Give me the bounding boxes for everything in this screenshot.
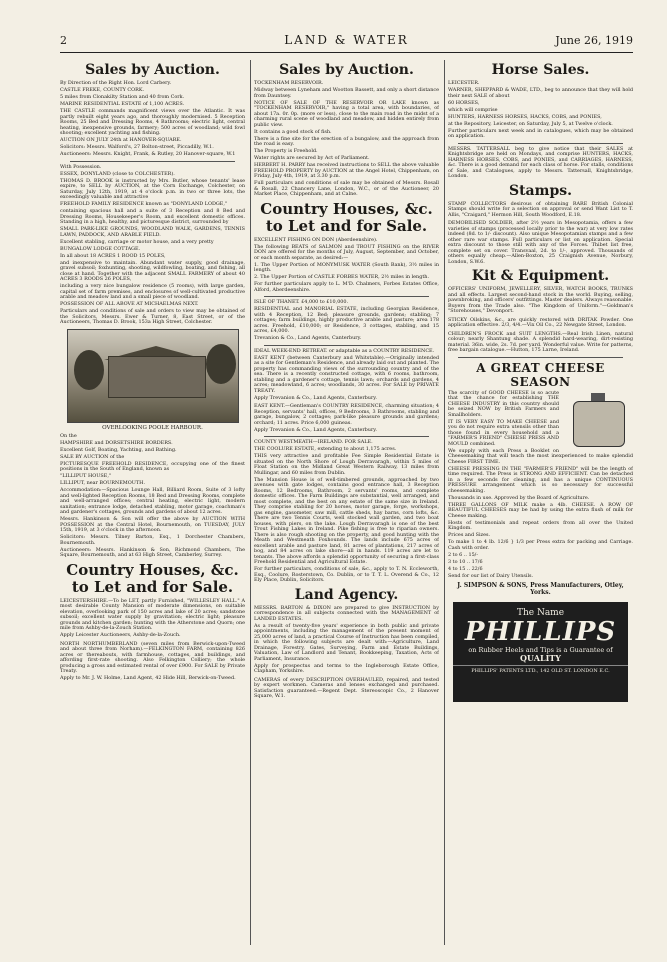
ad-paragraph: Apply Trevanion & Co., Land Agents, Canterbury. <box>254 426 377 433</box>
ad-paragraph: AUCTION ON JULY 24th at HANOVER-SQUARE. <box>60 137 182 143</box>
ad-paragraph: For further particulars, conditions of sale, &c., apply to T. N. Eccleworth, Esq., Coolure, Rosterstown, Co. Dublin, or to T. T. L. Overend & Co., 12 Ely Place, Dublin, Solicitors. <box>254 566 439 583</box>
ad-paragraph: THE COOLURE ESTATE, extending to about 1,175 acres. <box>254 446 397 452</box>
ad-paragraph: The Property is Freehold. <box>254 148 318 154</box>
ad-donyland-lodge <box>60 165 245 326</box>
ad-paragraph: NOTICE OF SALE OF THE RESERVOIR OR LAKE known as "TOCKENHAM RESERVOIR," having a total area, with boundaries, of about 17a. 0r. 0p. (more or less), close to the main road in the midst of a charming rural scene of woodland and meadow, and hidden entirely from public view. <box>254 99 439 128</box>
ad-tockenham-reservoir <box>254 81 439 198</box>
ad-paragraph: Full particulars and conditions of sale may be obtained of Messrs. Rosall & Rosall, 22 Chancery Lane, London, W.C., or of the Auctioneer, 20 Market Place, Chippenham, and at Calne. <box>254 180 439 197</box>
ad-paragraph: POSSESSION OF ALL ABOVE AT MICHAELMAS NEXT. <box>60 301 199 307</box>
ad-cheese-press <box>448 361 633 597</box>
ad-coolure-estate <box>254 440 439 584</box>
ad-paragraph: ESSEX, DONYLAND (close to COLCHESTER). <box>60 170 175 177</box>
masthead: LAND & WATER <box>284 33 409 47</box>
ad-paragraph: DEMOBILISED SOLDIER, after 2½ years in Mesopotamia, offers a few varieties of stamps (processed locally prior to the war) at very low rates indeed (8d. to 1/- discount). Also unique Mesopotamian stamps and a few other rare war stamps. Full particulars or list on application. Special extra discount to those still with any of the Forces. Thibet list free, complete set on cover. Transvaal, 2d. to 1/-, approved. Thousands of others equally cheap.—Allen-Boxton, 25 Craignish Avenue, Norbury, London, S.W.6. <box>448 220 633 265</box>
ad-paragraph: containing spacious hall and a suite of 3 Reception and 8 Bed and Dressing Rooms, Housekeeper's Room, and excellent domestic offices. Standing in a high, healthy, and picturesque district, surrounded by <box>60 208 245 225</box>
ad-paragraph: LILLIPUT, near BOURNEMOUTH. <box>60 480 146 486</box>
ad-felkington-farm <box>60 642 245 682</box>
press-maker: J. SIMPSON & SONS, Press Manufacturers, Otley, Yorks. <box>457 582 624 596</box>
ad-paragraph: STAMP COLLECTORS desirous of obtaining RARE British Colonial Stamps should write for a selection on approval or send Want List to T. Allis, "Craigard," Hermon Hill, South Woodford, E.18. <box>448 200 633 218</box>
ad-paragraph: 5 miles from Clonakilty Station and 40 from Cork. <box>60 94 185 100</box>
ad-paragraph: CAMERAS of every DESCRIPTION OVERHAULED, repaired, and tested by expert workmen. Cameras and lenses exchanged and purchased. Satisfaction guaranteed.—Regent Dept. Stereoscopic Co., 2 Hanover Square, W.1. <box>254 676 439 699</box>
ad-paragraph: IDEAL WEEK-END RETREAT. or adaptable as a COUNTRY RESIDENCE. <box>254 347 435 354</box>
phillips-tagline-1: The Name <box>516 608 565 618</box>
ad-warner-sheppard-wade <box>448 81 633 140</box>
ad-paragraph: "LILLIPUT HOUSE," <box>60 473 112 479</box>
ad-lilliput-house <box>60 434 245 559</box>
ad-paragraph: ISLE OF THANET. £4,000 to £10,000. <box>254 299 349 305</box>
section-heading-horse-sales: Horse Sales. <box>491 62 590 78</box>
column-rule <box>444 60 445 945</box>
page-number: 2 <box>60 34 67 47</box>
ad-paragraph: EAST KENT.—Gentleman's COUNTRY RESIDENCE, charming situation; 4 Reception, servants' hall, offices, 9 Bedrooms, 3 Bathrooms, stabling and garage, bungalow, 2 cottages; park-like pleasure grounds and gardens; orchard; 11 acres. Price 6,000 guineas. <box>254 403 439 426</box>
ad-paragraph: THE CASTLE commands magnificent views over the Atlantic. It was partly rebuilt eight years ago, and thoroughly modernised. 5 Reception Rooms, 25 Bed and Dressing Rooms, 4 Bathrooms; electric light, central heating, inexpensive grounds, farmery; 500 acres of woodland; wild fowl shooting; excellent yachting and fishing. <box>60 108 245 136</box>
ad-paragraph: at the Repository, Leicester, on Saturday, July 5, at Twelve o'clock. <box>448 120 613 127</box>
ad-paragraph: NORTH NORTHUMBERLAND (seven miles from Berwick-upon-Tweed and about three from Norham).—FELKINGTON FARM, containing 826 acres or thereabouts, with farmhouse, cottages, and buildings, and affording first-rate shooting. Also Felkington Colliery; the whole producing a gross and estimated rental of over £900. For SALE by Private Treaty. <box>60 640 245 674</box>
phillips-quality: QUALITY <box>520 653 561 663</box>
ad-paragraph: 2. The Upper Portion of CASTLE FORBES WATER, 2½ miles in length. <box>254 274 430 280</box>
ad-paragraph: The scarcity of GOOD CHEESE is so acute that the chance for establishing THE CHEESE INDUSTRY in this country should be seized NOW by British Farmers and Smallholders. <box>448 389 559 418</box>
ad-paragraph: As a result of twenty-five years' experience in both public and private appointments, including the management of the present moment of 25,000 acres of land, a practical Course of Instruction has been compiled, in which the following subjects are dealt with:—Agriculture, Land Drainage, Forestry, Gates, Surveying, Farm and Estate Buildings, Valuation, Law of Landlord and Tenant, Bookkeeping, Taxation, Acts of Parliament, Insurance. <box>254 622 439 662</box>
ad-paragraph: RESIDENTIAL and MANORIAL ESTATE, including Georgian Residence, with 4 Reception, 12 Bed; pleasure grounds, gardens; stabling; 7 cottages; farm buildings, highly productive arable and pasture; area 178 acres. Freehold, £10,000; or Residence, 3 cottages, stabling, and 15 acres, £4,000. <box>254 306 439 334</box>
ad-paragraph: HUNTERS, HARNESS HORSES, HACKS, COBS, and PONIES, <box>448 113 602 120</box>
ad-paragraph: To make 1 to 4 lb. 12/6 } 1/3 per Press extra for packing and Carriage. Cash with order. <box>448 539 633 551</box>
ad-paragraph: Send for our list of Dairy Utensils. <box>448 572 534 579</box>
ad-stamp-collectors <box>448 202 633 219</box>
ad-paragraph: Apply Trevanion & Co., Land Agents, Canterbury. <box>254 394 377 401</box>
ad-isle-of-thanet <box>254 300 439 342</box>
ad-paragraph: In all about 18 ACRES 1 ROOD 15 POLES, <box>60 252 166 259</box>
ad-willesley-hall <box>60 599 245 639</box>
ad-paragraph: WARNER, SHEPPARD & WADE, LTD., beg to announce that they will hold their next SALE of about <box>448 87 633 99</box>
ad-paragraph: PICTURESQUE FREEHOLD RESIDENCE, occupying one of the finest positions in the South of England, known as <box>60 460 245 472</box>
ad-paragraph: including a very nice bungalow residence (5 rooms), with large garden, capital set of farm premises, and enclosures of well-cultivated productive arable and meadow land and a small piece of woodland. <box>60 283 245 300</box>
divider <box>70 161 235 162</box>
column-1 <box>60 60 245 950</box>
divider <box>264 436 429 437</box>
ad-castle-freke <box>60 81 245 158</box>
section-heading-kit-equipment: Kit & Equipment. <box>471 268 610 284</box>
ad-barton-dixon <box>254 606 439 675</box>
column-3 <box>448 60 633 950</box>
ad-paragraph: 60 HORSES, <box>448 99 480 106</box>
section-heading-stamps: Stamps. <box>508 182 572 199</box>
ad-paragraph: and inexpensive to maintain. Abundant water supply, good drainage, gravel subsoil; foxhunting, shooting, wildfowling, boating, and fishing, all close at hand. Together with the adjacent SMALL FARMERY of about 40 ACRES 3 ROODS 26 POLES, <box>60 259 245 282</box>
ad-paragraph: CHILDREN'S FROCK and SUIT LENGTHS.—Real Irish Linen, natural colour; nearly Shantung shade. A splendid hard-wearing, dirt-resisting material. 36in. wide, 2s. 7d. per yard. Wonderful value. Write for patterns, free bargain catalogue.—Hutton, 175 Larne, Ireland. <box>448 330 633 353</box>
ad-sticky-oilskins <box>448 318 633 329</box>
ad-phillips-heels <box>453 602 628 702</box>
ad-paragraph: Thousands in use. Approved by the Board of Agriculture. <box>448 494 590 501</box>
cheese-press-illustration <box>563 393 633 451</box>
section-heading-country-houses: Country Houses, &c. to Let and for Sale. <box>260 199 433 235</box>
section-heading-sales-by-auction: Sales by Auction. <box>85 62 220 78</box>
newspaper-page <box>60 30 633 950</box>
column-2 <box>254 60 439 950</box>
ad-paragraph: HERBERT H. PARRY has received instructions to SELL the above valuable FREEHOLD PROPERTY by AUCTION at the Angel Hotel, Chippenham, on Friday, July 4th, 1919, at 3.30 p.m. <box>254 162 439 179</box>
ad-paragraph: BUNGALOW LODGE COTTAGE. <box>60 245 141 252</box>
divider <box>264 296 429 297</box>
ad-paragraph: HAMPSHIRE and DORSETSHIRE BORDERS. <box>60 439 173 446</box>
phillips-brand: PHILLIPS <box>464 617 617 647</box>
issue-date: June 26, 1919 <box>555 34 633 47</box>
ad-paragraph: Excellent Golf, Boating, Yachting, and Bathing. <box>60 446 177 453</box>
ad-paragraph: MESSRS. BARTON & DIXON are prepared to give INSTRUCTION by correspondence in all subjects connected with the MANAGEMENT of LANDED ESTATES. <box>254 604 439 622</box>
section-heading-country-houses: Country Houses, &c. to Let and for Sale. <box>66 560 239 596</box>
ad-paragraph: IT IS VERY EASY TO MAKE CHEESE and you do not require extra utensils other than those found in every household and a "FARMER'S FRIEND" CHEESE PRESS AND MOULD combined. <box>448 418 559 447</box>
ad-east-kent-residence <box>254 404 439 433</box>
ad-paragraph: Midway between Lyneham and Wootton Bassett, and only a short distance from Dauntsey. <box>254 87 439 99</box>
divider <box>458 357 623 358</box>
ad-paragraph: SALE BY AUCTION of the <box>60 453 125 460</box>
ad-paragraph: Excellent stabling, carriage or motor house, and a very pretty <box>60 238 214 245</box>
ad-fishing-on-don <box>254 238 439 294</box>
ad-paragraph: It contains a good stock of fish. <box>254 128 332 135</box>
ad-paragraph: Particulars and conditions of sale and orders to view may be obtained of the Solicitors, Messrs. Ewer & Turner, 8, East Street, or of the Auctioneers, Thomas D. Brook, 153a High Street, Colchester. <box>60 308 245 325</box>
photo-caption: OVERLOOKING POOLE HARBOUR. <box>102 424 203 431</box>
ad-paragraph: With Possession. <box>60 163 102 170</box>
ad-paragraph: 3 to 10 .. 17/6 <box>448 558 483 565</box>
ad-paragraph: LEICESTER. <box>448 80 480 86</box>
ad-paragraph: THIS very attractive and profitable Fee Simple Residential Estate is situated on the North Shore of Lough Derravaragh, within 5 miles of Float Station on the Midland Great Western Railway, 13 miles from Mullingar, and 60 miles from Dublin. <box>254 453 439 476</box>
ad-paragraph: Water rights are secured by Act of Parliament. <box>254 155 370 161</box>
ad-paragraph: SMALL PARK-LIKE GROUNDS, WOODLAND WALK, GARDENS, TENNIS LAWN, PADDOCK, AND ARABLE FIELD. <box>60 226 245 238</box>
page-header <box>60 30 633 53</box>
ad-paragraph: THOMAS D. BROOK is instructed by Mrs. Butler, whose tenants' lease expire, to SELL by AUCTION, at the Corn Exchange, Colchester, on Saturday, July 12th, 1919, at 4 o'clock p.m. in two or three lots, the exceedingly valuable and attractive <box>60 177 245 200</box>
ad-paragraph: Apply to Mr. J. W. Holme, Land Agent, 42 Hide Hill, Berwick-on-Tweed. <box>60 675 236 681</box>
ad-paragraph: For further particulars apply to L. M'D. Chalmers, Forbes Estates Office, Alford, Aberdeenshire. <box>254 281 439 293</box>
ad-paragraph: Apply for prospectus and terms to the Ingleborough Estate Office, Clapham, Yorkshire. <box>254 662 439 674</box>
divider <box>264 345 429 346</box>
ad-paragraph: TOCKENHAM RESERVOIR. <box>254 80 324 86</box>
ad-paragraph: Trevanion & Co., Land Agents, Canterbury. <box>254 335 362 341</box>
cheese-ad-title: A GREAT CHEESE SEASON <box>476 360 605 389</box>
divider <box>458 143 623 144</box>
ad-paragraph: Prices and Sizes. <box>448 532 491 538</box>
ad-paragraph: There is a fine site for the erection of a bungalow, and the approach from the road is easy. <box>254 135 439 147</box>
ad-paragraph: The Mansion House is of well-timbered grounds, approached by two avenues with gate lodges, contains good entrance hall, 3 Reception Rooms, 12 Bedrooms, Bathroom, 2 servants' rooms, and complete domestic offices. The Farm Buildings are substantial, well arranged, and most complete, and the best on any estate of the same size in Ireland. They comprise stabling for 20 horses, motor garage, forge, workshops, gas engine, gasometer, saw mill, cattle sheds, hay barns, corn lofts, &c. There are two Tennis Courts, well stocked wall garden, and two boat houses, with piers, on the lake. Lough Derravaragh is one of the best Trout Fishing Lakes in Ireland. Pike fishing is free to riparian owners. There is also rough shooting on the property, and good hunting with the Meath and Westmeath Foxhounds. The lands include 675 acres of excellent arable and pasture land, 81 acres of plantations, 217 acres of bog, and 84 acres on lake shore—all in hands. 119 acres are let to tenants. The above affords a splendid opportunity of securing a first-class Freehold Residential and Agricultural Estate. <box>254 476 439 565</box>
ad-paragraph: 1. The Upper Portion of MONYMUSK WATER (South Bank), 3½ miles in length. <box>254 261 439 273</box>
ad-paragraph: OFFICERS' UNIFORM, JEWELLERY, SILVER, WATCH BOOKS, TRUNKS and all effects. Largest second-hand stock in the world. Buying, selling, pawnbroking, and officers' outfittings. Master dealers. Always reasonable. Buyers from the Trade also. "The Kingdom of Uniform."—Goldman's "Storehouses," Devonport. <box>448 286 633 314</box>
ad-paragraph: FREEHOLD FAMILY RESIDENCE known as "DONYLAND LODGE," <box>60 201 228 207</box>
photo-lilliput-house <box>67 329 239 423</box>
ad-officers-uniform <box>448 287 633 315</box>
ad-paragraph: Accommodation:—Spacious Lounge Hall, Billiard Room, Suite of 3 lofty and well-lighted Reception Rooms, 18 Bed and Dressing Rooms, complete and well-arranged offices; central heating, electric light, modern sanitation; entrance lodge, detached stabling, motor garage, coachman's and gardener's cottages, grounds and gardens of about 12 acres. <box>60 487 245 515</box>
ad-paragraph: We supply with each Press a Booklet on Cheesemaking that will teach the most inexperienced to make splendid Cheese FIRST TIME. <box>448 447 633 465</box>
ad-paragraph: which will comprise <box>448 106 498 113</box>
ad-childrens-frock <box>448 332 633 354</box>
ad-paragraph: CASTLE FREKE, COUNTY CORK. <box>60 87 145 93</box>
ad-paragraph: Hosts of testimonials and repeat orders from all over the United Kingdom. <box>448 519 633 531</box>
section-heading-sales-by-auction: Sales by Auction. <box>279 62 414 78</box>
phillips-tagline-2: on Rubber Heels and Tips is a Guarantee of <box>468 646 613 654</box>
ad-tattersall <box>448 147 633 180</box>
ad-paragraph: MARINE RESIDENTIAL ESTATE of 1,100 ACRES. <box>60 101 185 107</box>
ad-paragraph: Solicitors: Messrs. Tilney Barton, Esq., 1 Dorchester Chambers, Bournemouth. <box>60 534 245 546</box>
ad-paragraph: Auctioneers: Messrs. Knight, Frank, & Rutley, 20 Hanover-square, W.1 <box>60 151 236 157</box>
ad-week-end-retreat <box>254 349 439 402</box>
ad-paragraph: Further particulars next week and in catalogues, which may be obtained on application. <box>448 127 633 139</box>
ad-paragraph: By Direction of the Right Hon. Lord Carbery. <box>60 80 172 86</box>
ad-paragraph: The following BEATS of SALMON and TROUT FISHING on the RIVER DON are offered for the months of July, August, September, and October, or each month separate, as desired:— <box>254 243 439 261</box>
ad-paragraph: 2 to 6 .. 15/- <box>448 551 478 558</box>
ad-cameras <box>254 678 439 700</box>
ad-paragraph: Solicitors: Messrs. Walford's, 27 Bolton-street, Piccadilly, W.1. <box>60 144 214 150</box>
ad-demobilised-soldier <box>448 221 633 265</box>
section-heading-land-agency: Land Agency. <box>294 586 399 603</box>
ad-paragraph: Apply Leicester Auctioneers, Ashby-de-la-Zouch. <box>60 632 181 638</box>
phillips-footer: PHILLIPS' PATENTS LTD., 142 OLD ST. LONDON E.C. <box>453 665 628 674</box>
ad-paragraph: 4 to 15 .. 22/6 <box>448 565 483 572</box>
ad-paragraph: EXCELLENT FISHING ON DON (Aberdeenshire). <box>254 236 378 243</box>
ad-paragraph: LEICESTERSHIRE.—To be LET, partly Furnished, "WILLESLEY HALL." A most desirable County Mansion of moderate dimensions, on suitable elevation, overlooking park of 150 acres and lake of 20 acres; sandstone subsoil; excellent water supply by gravitation; electric light; pleasure grounds and kitchen garden; hunting with the Atherstone and Quorn; one mile from Ashby-de-la-Zouch Station. <box>60 597 245 631</box>
ad-paragraph: THREE GALLONS OF MILK make a 4lb. CHEESE. A ROW OF BEAUTIFUL CHEESES may be had by using the extra flush of milk for Cheese making. <box>448 501 633 519</box>
ad-paragraph: Messrs. Hankinson & Son will offer the above by AUCTION WITH POSSESSION at the Central Hotel, Bournemouth, on TUESDAY, JULY 15th, 1919, at 3 o'clock in the afternoon. <box>60 516 245 533</box>
ad-paragraph: MESSRS. TATTERSALL beg to give notice that their SALES at Knightsbridge are held on Mondays, and comprise HUNTERS, HACKS, HARNESS HORSES, COBS, and PONIES, and CARRIAGES, HARNESS, &c. There is a good demand for each class of horse. For stalls, conditions of Sale, and Catalogues, apply to Messrs. Tattersall, Knightsbridge, London. <box>448 145 633 179</box>
ad-paragraph: COUNTY WESTMEATH—IRELAND. FOR SALE. <box>254 439 373 445</box>
ad-paragraph: EAST KENT (between Canterbury and Whitstable).—Originally intended as a site for Gentleman's Residence, and already laid out and planted. The property has commanding views of the surrounding country and of the sea. There is a recently constructed cottage, with 6 rooms, bathroom, stabling and a gardener's cottage, tennis lawn; orchards and gardens, 4 acres; meadowland, 6 acres; woodlands, 30 acres. For SALE by PRIVATE TREATY. <box>254 354 439 394</box>
ad-paragraph: Auctioneers: Messrs. Hankinson & Son, Richmond Chambers, The Square, Bournemouth, and at 63 High Street, Camberley, Surrey. <box>60 546 245 558</box>
ad-paragraph: On the <box>60 432 77 439</box>
ad-paragraph: STICKY Oilskins, &c., are quickly restored with DRITAK Powder. One application effective. 2/3, 4/4.—Vix Oil Co., 22 Newgate Street, London. <box>448 316 633 328</box>
column-rule <box>250 60 251 945</box>
ad-paragraph: CHEESE PRESSING IN THE "FARMER'S FRIEND" will be the length of time required. The Press is STRONG AND EFFICIENT. Can be detached in a few seconds for cleaning, and has a unique CONTINUOUS PRESSURE arrangement which is so necessary for successful cheesemaking. <box>448 465 633 494</box>
